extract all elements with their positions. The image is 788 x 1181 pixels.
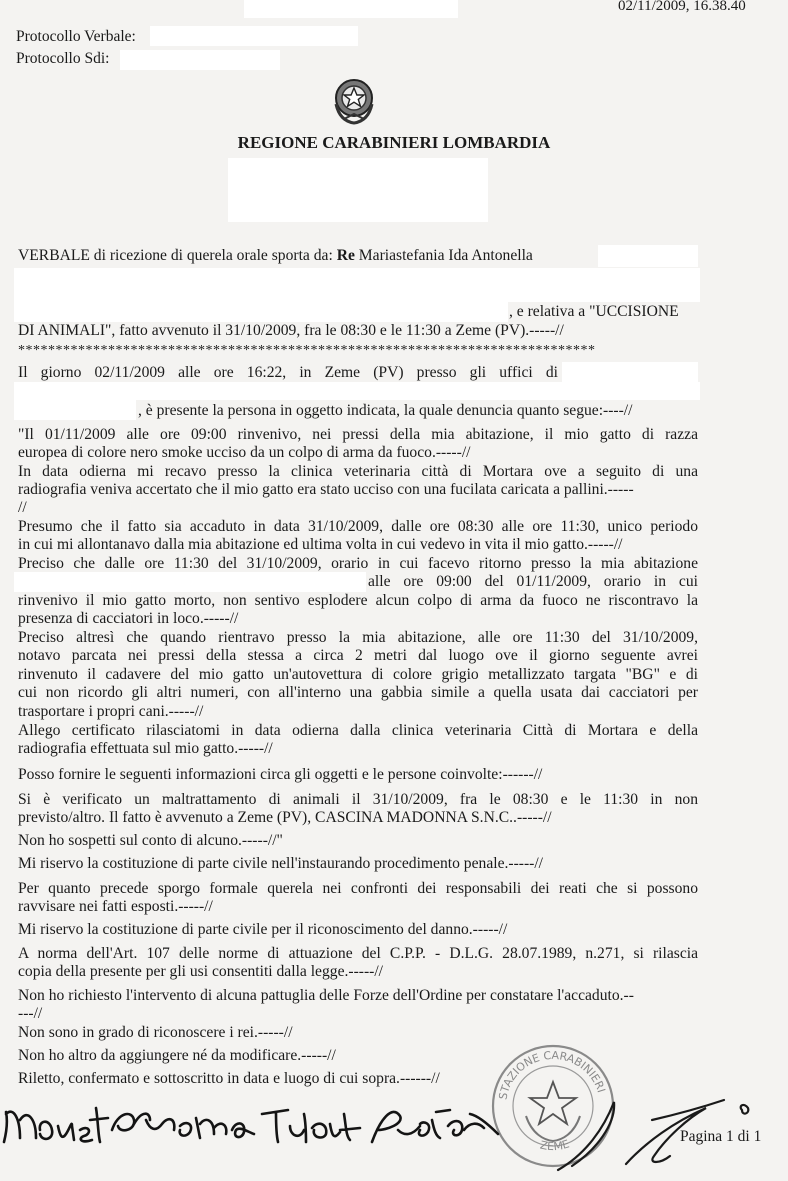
redaction-protocollo-verbale [150, 26, 358, 46]
body-line: rinvenivo il mio gatto morto, non sentivo esplodere alcun colpo di arma da fuoco ne riscontravo la [18, 592, 698, 609]
body-line: Posso fornire le seguenti informazioni circa gli oggetti e le persone coinvolte:------// [18, 766, 543, 783]
body-line: "Il 01/11/2009 alle ore 09:00 rinvenivo, nei pressi della mia abitazione, il mio gatto di razza [18, 426, 698, 443]
body-line: Preciso che dalle ore 11:30 del 31/10/2009, orario in cui facevo ritorno presso la mia abitazione [18, 555, 698, 572]
body-line: ---// [18, 1005, 43, 1022]
body-line: notavo parcata nei pressi della stessa a circa 2 metri dal luogo ove il giorno seguente avrei [18, 647, 698, 664]
intro-line-4: Il giorno 02/11/2009 alle ore 16:22, in Zeme (PV) presso gli uffici di [18, 364, 558, 381]
body-line: Allego certificato rilasciatomi in data odierna dalla clinica veterinaria Città di Mortara e della [18, 722, 698, 739]
redaction-address-2 [14, 302, 508, 322]
body-line: copia della presente per gli usi consentiti dalla legge.-----// [18, 963, 384, 980]
signature [0, 1090, 540, 1160]
body-line: // [18, 499, 27, 516]
intro-line-1-c: Mariastefania Ida Antonella [354, 247, 533, 264]
body-line: europea di colore nero smoke ucciso da un colpo di arma da fuoco.-----// [18, 444, 471, 461]
svg-text:STAZIONE CARABINIERI: STAZIONE CARABINIERI [496, 1048, 608, 1101]
page-number: Pagina 1 di 1 [680, 1128, 762, 1145]
redaction-office [228, 158, 488, 222]
redaction-top [244, 0, 458, 18]
body-line: previsto/altro. Il fatto è avvenuto a Zeme (PV), CASCINA MADONNA S.N.C..-----// [18, 809, 552, 826]
body-line: alle ore 09:00 del 01/11/2009, orario in cui [368, 573, 698, 590]
body-line: ravvisare nei fatti esposti.-----// [18, 898, 213, 915]
body-line: Non ho sospetti sul conto di alcuno.-----//" [18, 832, 283, 849]
redaction-protocollo-sdi [120, 50, 280, 70]
body-line: In data odierna mi recavo presso la clinica veterinaria città di Mortara ove a seguito di una [18, 463, 698, 480]
body-line: Per quanto precede sporgo formale querela nei confronti dei responsabili dei reati che si possono [18, 880, 698, 897]
redaction-office-3 [14, 382, 700, 400]
body-line: Preciso altresì che quando rientravo presso la mia abitazione, alle ore 11:30 del 31/10/2009, [18, 629, 698, 646]
body-line: Mi riservo la costituzione di parte civile nell'instaurando procedimento penale.-----// [18, 855, 544, 872]
redaction-address [14, 268, 700, 302]
body-line: A norma dell'Art. 107 delle norme di attuazione del C.P.P. - D.L.G. 28.07.1989, n.271, si rilascia [18, 945, 698, 962]
protocollo-verbale-label: Protocollo Verbale: [16, 28, 136, 45]
intro-line-2: , e relativa a "UCCISIONE [509, 303, 679, 320]
redaction-office-4 [14, 400, 136, 420]
body-line: Riletto, confermato e sottoscritto in data e luogo di cui sopra.------// [18, 1070, 440, 1087]
protocollo-sdi-label: Protocollo Sdi: [16, 50, 110, 67]
body-line: Mi riservo la costituzione di parte civile per il riconoscimento del danno.-----// [18, 921, 508, 938]
intro-line-1-bold: Re [336, 247, 355, 264]
body-line: Non sono in grado di riconoscere i rei.-----// [18, 1024, 293, 1041]
stars-divider: ***************************************************************************** [18, 343, 596, 358]
body-line: radiografia veniva accertato che il mio gatto era stato ucciso con una fucilata caricata a pallini.----- [18, 481, 634, 498]
intro-line-1-a: VERBALE di ricezione di querela orale sporta da: [18, 247, 337, 264]
body-line: Presumo che il fatto sia accaduto in data 31/10/2009, dalle ore 08:30 alle ore 11:30, unico periodo [18, 518, 698, 535]
body-line: Non ho richiesto l'intervento di alcuna pattuglia delle Forze dell'Ordine per constatare l'accaduto.-- [18, 987, 634, 1004]
svg-text:ZEME: ZEME [538, 1137, 571, 1154]
body-line: presenza di cacciatori in loco.-----// [18, 610, 239, 627]
page-title: REGIONE CARABINIERI LOMBARDIA [237, 133, 551, 152]
redaction-office-2 [562, 362, 698, 382]
emblem-icon [329, 74, 379, 126]
body-line: rinvenuto il cadavere del mio gatto un'autovettura di colore grigio metallizzato targata "BG" e di [18, 666, 698, 683]
body-line: radiografia effettuata sul mio gatto.-----// [18, 740, 273, 757]
redaction-body-address [14, 572, 366, 592]
intro-line-5: , è presente la persona in oggetto indicata, la quale denuncia quanto segue:----// [138, 402, 633, 419]
body-line: in cui mi allontanavo dalla mia abitazione ed ultima volta in cui vedevo in vita il mio gatto.-----// [18, 536, 623, 553]
body-line: cui non ricordo gli altri numeri, con all'interno una gabbia simile a quella usata dai cacciatori per [18, 684, 698, 701]
body-line: Non ho altro da aggiungere né da modificare.-----// [18, 1047, 336, 1064]
datetime: 02/11/2009, 16.38.40 [618, 0, 746, 14]
body-line: trasportare i propri cani.-----// [18, 703, 204, 720]
body-line: Si è verificato un maltrattamento di animali il 31/10/2009, fra le 08:30 e le 11:30 in non [18, 791, 698, 808]
intro-line-1 [18, 247, 698, 265]
intro-line-3: DI ANIMALI", fatto avvenuto il 31/10/2009, fra le 08:30 e le 11:30 a Zeme (PV).-----// [18, 322, 564, 339]
